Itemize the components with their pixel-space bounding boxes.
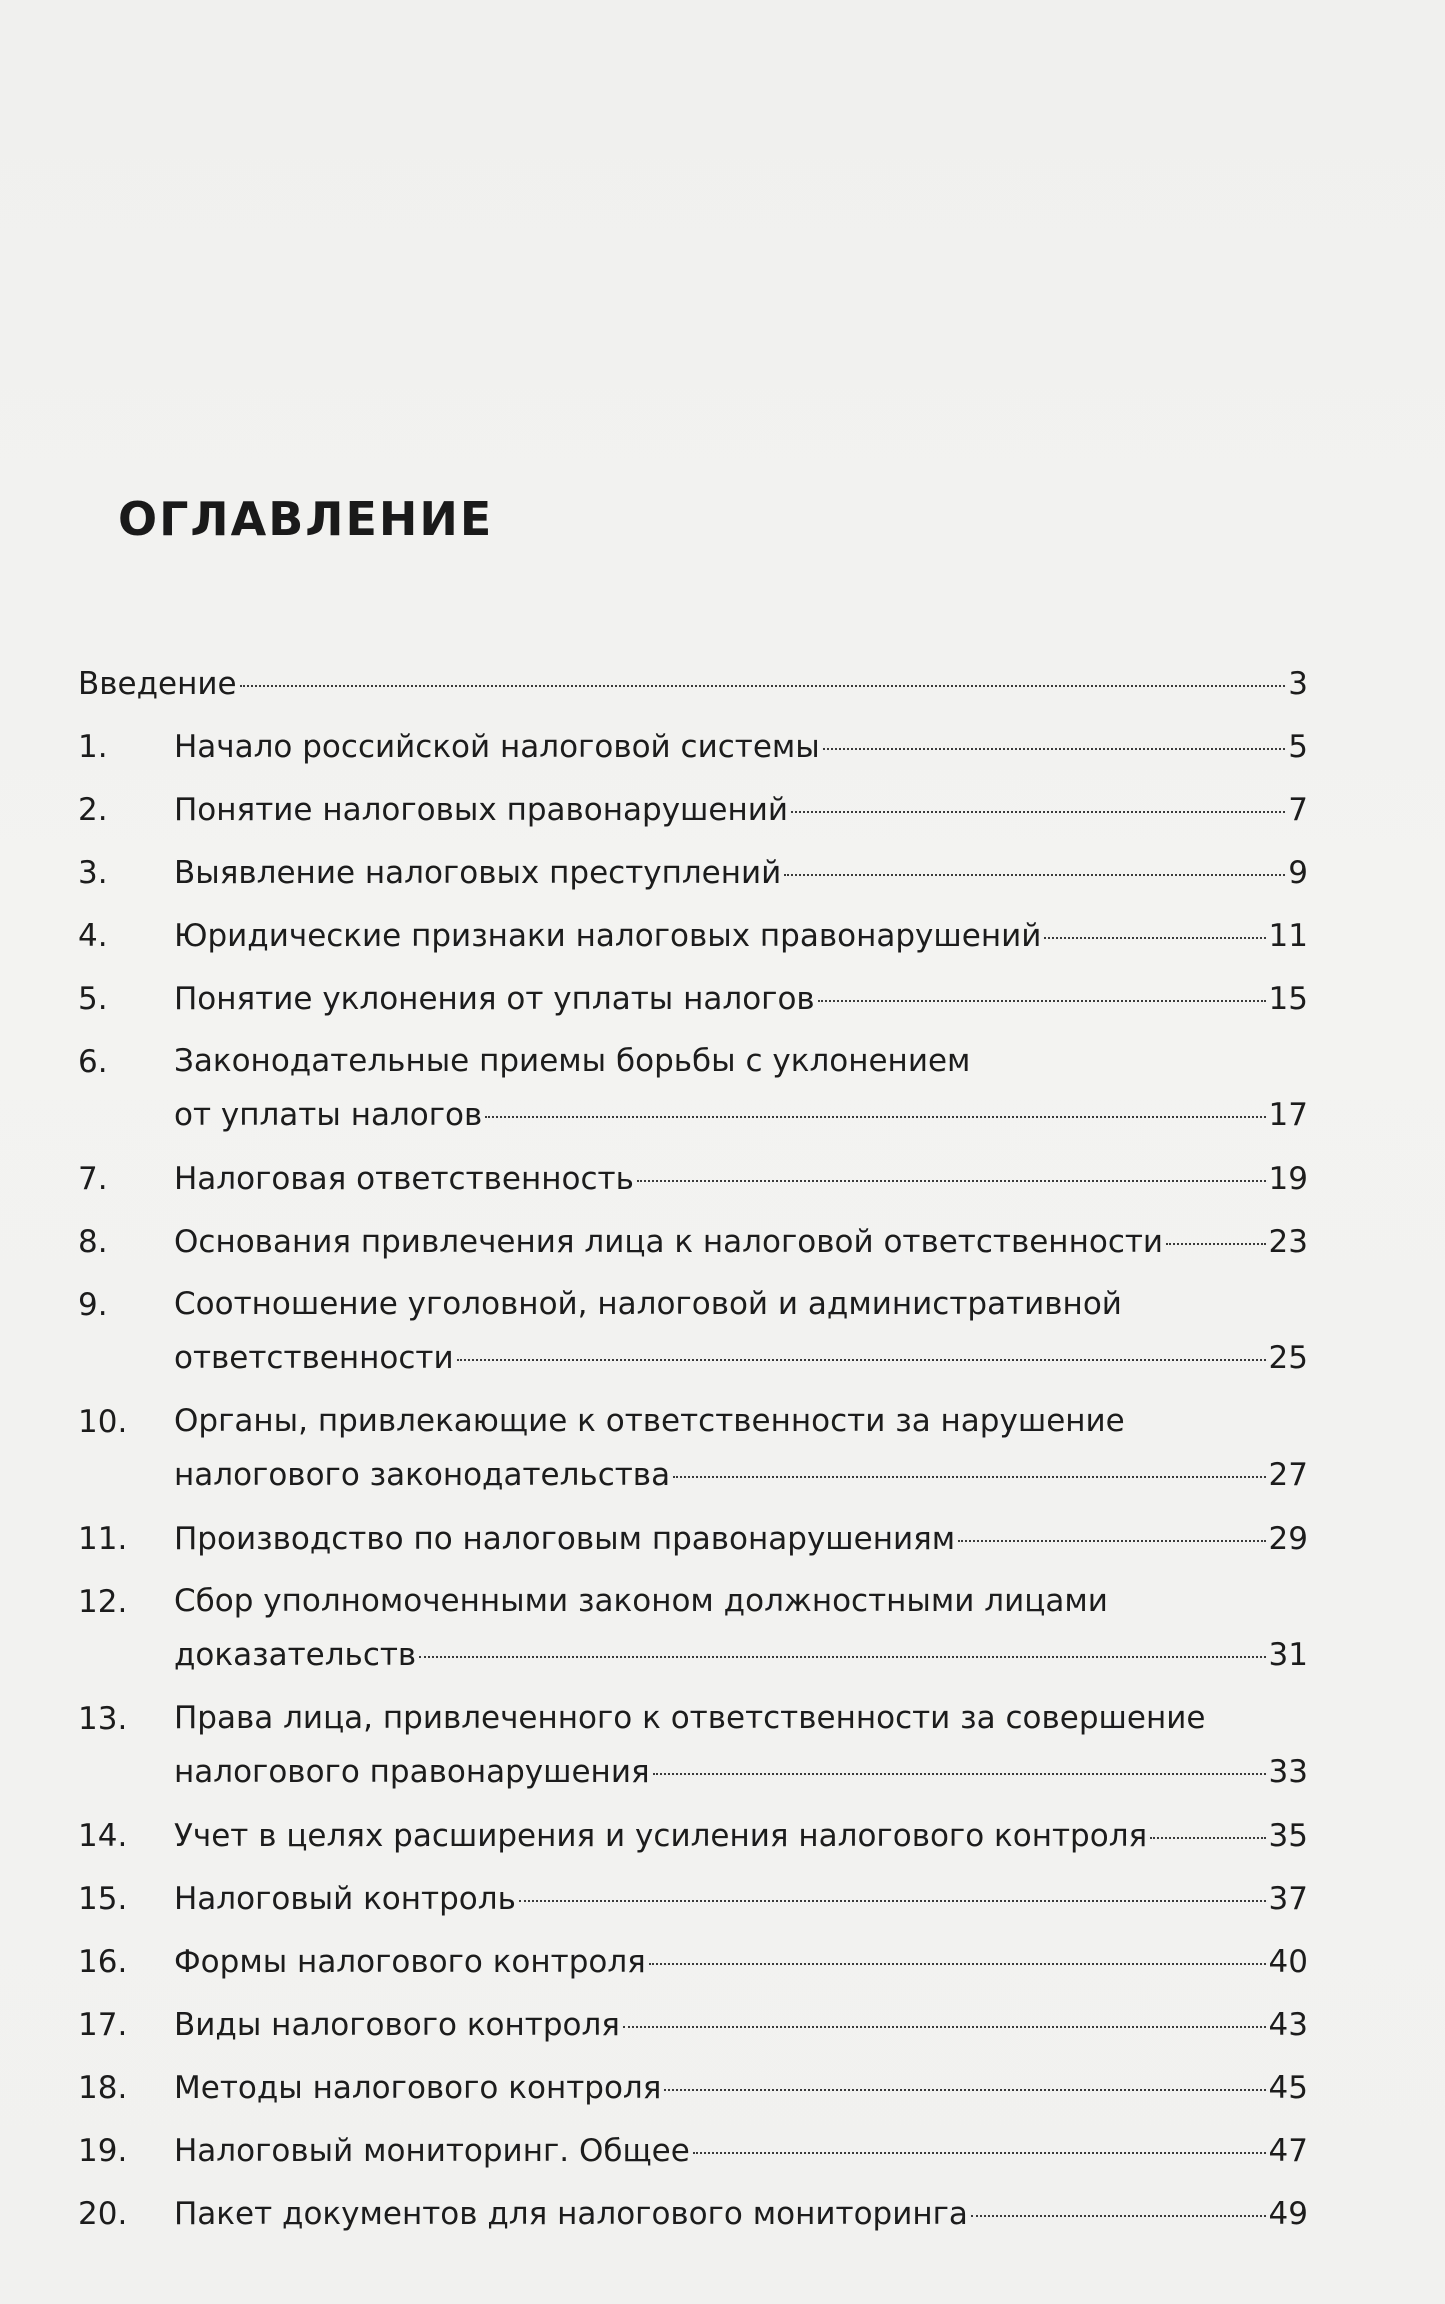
dot-leader xyxy=(457,1359,1266,1361)
toc-entry-page: 29 xyxy=(1268,1521,1308,1557)
toc-entry-title: Права лица, привлеченного к ответственности за совершение xyxy=(174,1700,1206,1736)
toc-entry-title: Налоговая ответственность xyxy=(174,1161,634,1197)
toc-entry-page: 15 xyxy=(1268,981,1308,1017)
toc-entry-title: Производство по налоговым правонарушениям xyxy=(174,1521,956,1557)
toc-entry-number: 3. xyxy=(78,855,108,891)
toc-entry xyxy=(78,2123,1308,2179)
toc-entry-number: 1. xyxy=(78,729,108,765)
toc-entry xyxy=(78,971,1308,1027)
toc-entry-number: 8. xyxy=(78,1224,108,1260)
toc-entry-title: Пакет документов для налогового мониторинга xyxy=(174,2196,968,2232)
toc-entry-page: 11 xyxy=(1268,918,1308,954)
dot-leader xyxy=(419,1656,1265,1658)
dot-leader xyxy=(818,1000,1266,1002)
toc-entry-title: Юридические признаки налоговых правонарушений xyxy=(174,918,1042,954)
toc-entry-number: 19. xyxy=(78,2133,128,2169)
toc-entry-number: 11. xyxy=(78,1521,128,1557)
toc-entry xyxy=(78,845,1308,901)
toc-entry-page: 5 xyxy=(1288,729,1308,765)
toc-entry-page: 35 xyxy=(1268,1818,1308,1854)
toc-entry-page: 25 xyxy=(1268,1340,1308,1376)
toc-entry-number: 6. xyxy=(78,1044,108,1080)
toc-entry-title: Понятие уклонения от уплаты налогов xyxy=(174,981,815,1017)
toc-entry-page: 3 xyxy=(1288,666,1308,702)
toc-entry xyxy=(78,1574,1308,1682)
toc-entry-title: Введение xyxy=(78,666,237,702)
toc-entry xyxy=(78,1394,1308,1502)
dot-leader xyxy=(653,1773,1266,1775)
dot-leader xyxy=(485,1116,1265,1118)
toc-entry-number: 16. xyxy=(78,1944,128,1980)
toc-entry-title-continued: доказательств xyxy=(174,1637,417,1673)
toc-entry-page: 7 xyxy=(1288,792,1308,828)
toc-entry-page: 19 xyxy=(1268,1161,1308,1197)
toc-entry xyxy=(78,1997,1308,2053)
toc-entry-number: 14. xyxy=(78,1818,128,1854)
toc-entry-number: 13. xyxy=(78,1701,128,1737)
dot-leader xyxy=(1044,937,1265,939)
toc-entry-page: 37 xyxy=(1268,1881,1308,1917)
dot-leader xyxy=(1166,1243,1265,1245)
dot-leader xyxy=(649,1963,1266,1965)
toc-entry-title-continued: от уплаты налогов xyxy=(174,1097,483,1133)
toc-entry xyxy=(78,2186,1308,2242)
dot-leader xyxy=(664,2089,1265,2091)
toc-entry-page: 23 xyxy=(1268,1224,1308,1260)
toc-entry-title: Налоговый мониторинг. Общее xyxy=(174,2133,690,2169)
dot-leader xyxy=(673,1476,1265,1478)
toc-entry-number: 15. xyxy=(78,1881,128,1917)
dot-leader xyxy=(240,685,1286,687)
toc-entry-page: 45 xyxy=(1268,2070,1308,2106)
toc-entry-number: 5. xyxy=(78,981,108,1017)
table-of-contents xyxy=(78,656,1308,2249)
toc-entry-number: 4. xyxy=(78,918,108,954)
toc-entry xyxy=(78,1691,1308,1799)
toc-entry-page: 31 xyxy=(1268,1637,1308,1673)
toc-entry-title: Налоговый контроль xyxy=(174,1881,516,1917)
toc-entry-title-continued: ответственности xyxy=(174,1340,454,1376)
toc-entry-title: Основания привлечения лица к налоговой ответственности xyxy=(174,1224,1164,1260)
toc-entry xyxy=(78,2060,1308,2116)
toc-entry-number: 12. xyxy=(78,1584,128,1620)
toc-entry-title: Методы налогового контроля xyxy=(174,2070,662,2106)
toc-entry-title: Формы налогового контроля xyxy=(174,1944,646,1980)
toc-entry-number: 18. xyxy=(78,2070,128,2106)
toc-entry-number: 2. xyxy=(78,792,108,828)
toc-entry xyxy=(78,719,1308,775)
toc-entry-page: 47 xyxy=(1268,2133,1308,2169)
dot-leader xyxy=(519,1900,1266,1902)
toc-entry-title: Начало российской налоговой системы xyxy=(174,729,820,765)
toc-entry-number: 10. xyxy=(78,1404,128,1440)
toc-entry xyxy=(78,1808,1308,1864)
toc-entry-page: 17 xyxy=(1268,1097,1308,1133)
toc-entry xyxy=(78,1511,1308,1567)
toc-entry-title: Органы, привлекающие к ответственности за нарушение xyxy=(174,1403,1125,1439)
toc-entry xyxy=(78,1934,1308,1990)
dot-leader xyxy=(623,2026,1266,2028)
toc-entry-title: Учет в целях расширения и усиления налогового контроля xyxy=(174,1818,1148,1854)
toc-entry-page: 49 xyxy=(1268,2196,1308,2232)
dot-leader xyxy=(791,811,1285,813)
dot-leader xyxy=(784,874,1285,876)
toc-entry-number: 9. xyxy=(78,1287,108,1323)
toc-entry-page: 33 xyxy=(1268,1754,1308,1790)
page-title: ОГЛАВЛЕНИЕ xyxy=(118,492,494,546)
toc-entry-page: 27 xyxy=(1268,1457,1308,1493)
toc-entry-title-continued: налогового законодательства xyxy=(174,1457,671,1493)
toc-entry-title: Понятие налоговых правонарушений xyxy=(174,792,789,828)
toc-entry-title-continued: налогового правонарушения xyxy=(174,1754,650,1790)
toc-entry-number: 7. xyxy=(78,1161,108,1197)
toc-entry xyxy=(78,656,1308,712)
toc-entry xyxy=(78,1034,1308,1142)
dot-leader xyxy=(823,748,1285,750)
toc-entry xyxy=(78,782,1308,838)
toc-entry xyxy=(78,1151,1308,1207)
toc-entry-title: Виды налогового контроля xyxy=(174,2007,620,2043)
toc-entry-number: 17. xyxy=(78,2007,128,2043)
toc-entry xyxy=(78,1214,1308,1270)
toc-entry-page: 43 xyxy=(1268,2007,1308,2043)
toc-entry-title: Соотношение уголовной, налоговой и административной xyxy=(174,1286,1122,1322)
dot-leader xyxy=(1150,1837,1265,1839)
toc-entry-title: Законодательные приемы борьбы с уклонением xyxy=(174,1043,971,1079)
dot-leader xyxy=(958,1540,1265,1542)
toc-entry-page: 40 xyxy=(1268,1944,1308,1980)
dot-leader xyxy=(971,2215,1266,2217)
toc-entry-title: Сбор уполномоченными законом должностными лицами xyxy=(174,1583,1108,1619)
toc-entry xyxy=(78,908,1308,964)
toc-entry-number: 20. xyxy=(78,2196,128,2232)
toc-entry-title: Выявление налоговых преступлений xyxy=(174,855,782,891)
toc-entry-page: 9 xyxy=(1288,855,1308,891)
toc-entry xyxy=(78,1277,1308,1385)
toc-entry xyxy=(78,1871,1308,1927)
dot-leader xyxy=(693,2152,1266,2154)
dot-leader xyxy=(637,1180,1266,1182)
